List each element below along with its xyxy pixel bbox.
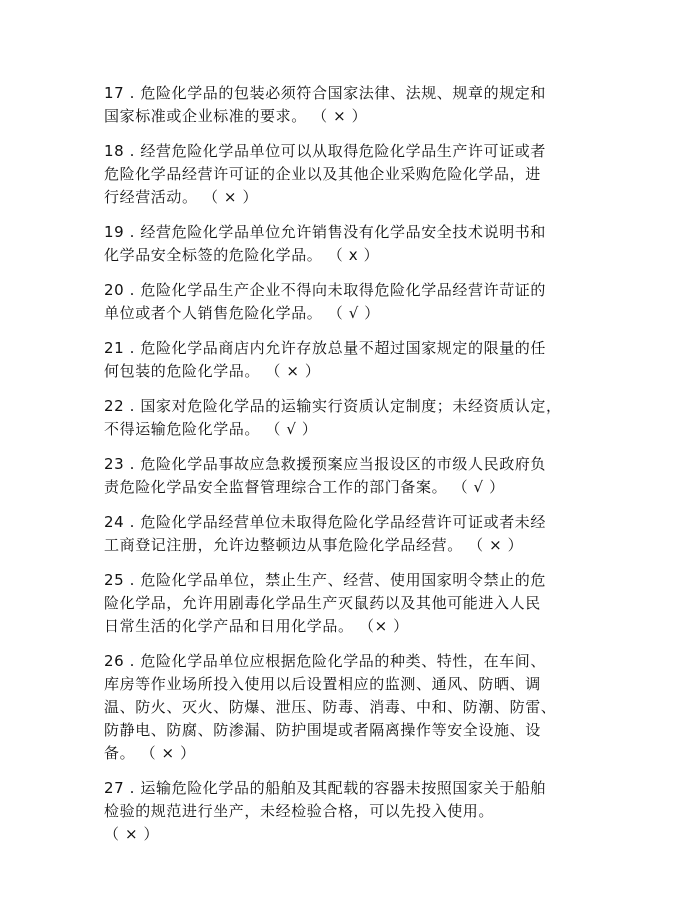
question-text-line: 化学品安全标签的危险化学品。 （ x ） [104, 246, 380, 264]
question-23 [104, 453, 604, 499]
question-text-line: 不得运输危险化学品。 （ √ ） [104, 420, 318, 438]
question-27 [104, 777, 604, 846]
question-26 [104, 650, 604, 765]
question-text-line: 26 . 危险化学品单位应根据危险化学品的种类、特性，在车间、 [104, 652, 546, 670]
question-text-line: 单位或者个人销售危险化学品。 （ √ ） [104, 304, 380, 322]
question-text-line: 检验的规范进行坐产，未经检验合格，可以先投入使用。 [104, 802, 495, 820]
question-21 [104, 337, 604, 383]
question-18 [104, 140, 604, 209]
question-text-line: 20 . 危险化学品生产企业不得向未取得危险化学品经营许苛证的 [104, 281, 546, 299]
question-text-line: 17 . 危险化学品的包装必须符合国家法律、法规、规章的规定和 [104, 84, 546, 102]
question-text-line: 23 . 危险化学品事故应急救援预案应当报设区的市级人民政府负 [104, 455, 546, 473]
question-25 [104, 569, 604, 638]
document-page [104, 82, 604, 858]
question-text-line: 库房等作业场所投入使用以后设置相应的监测、通风、防晒、调 [104, 675, 541, 693]
question-text-line: （ × ） [104, 825, 160, 843]
question-22 [104, 395, 604, 441]
question-text-line: 24 . 危险化学品经营单位未取得危险化学品经营许可证或者未经 [104, 513, 546, 531]
question-text-line: 25 . 危险化学品单位，禁止生产、经营、使用国家明令禁止的危 [104, 571, 546, 589]
question-text-line: 何包装的危险化学品。 （ × ） [104, 362, 321, 380]
question-text-line: 行经营活动。 （ × ） [104, 188, 259, 206]
question-text-line: 国家标准或企业标准的要求。 （ × ） [104, 107, 368, 125]
question-24 [104, 511, 604, 557]
question-text-line: 备。 （ × ） [104, 744, 196, 762]
question-20 [104, 279, 604, 325]
question-text-line: 险化学品，允许用剧毒化学品生产灭鼠药以及其他可能进入人民 [104, 594, 541, 612]
question-text-line: 21 . 危险化学品商店内允许存放总量不超过国家规定的限量的任 [104, 339, 546, 357]
question-text-line: 危险化学品经营许可证的企业以及其他企业采购危险化学品，进 [104, 165, 541, 183]
question-text-line: 责危险化学品安全监督管理综合工作的部门备案。 （ √ ） [104, 478, 505, 496]
question-19 [104, 221, 604, 267]
question-text-line: 27 . 运输危险化学品的船舶及其配载的容器未按照国家关于船舶 [104, 779, 546, 797]
question-text-line: 日常生活的化学产品和日用化学品。 （× ） [104, 617, 409, 635]
question-17 [104, 82, 604, 128]
question-text-line: 22 . 国家对危险化学品的运输实行资质认定制度；未经资质认定， [104, 397, 562, 415]
question-text-line: 19 . 经营危险化学品单位允许销售没有化学品安全技术说明书和 [104, 223, 546, 241]
question-text-line: 18 . 经营危险化学品单位可以从取得危险化学品生产许可证或者 [104, 142, 546, 160]
question-text-line: 温、防火、灭火、防爆、泄压、防毒、消毒、中和、防潮、防雷、 [104, 698, 557, 716]
question-text-line: 工商登记注册，允许边整顿边从事危险化学品经营。 （ × ） [104, 536, 524, 554]
question-text-line: 防静电、防腐、防渗漏、防护围堤或者隔离操作等安全设施、设 [104, 721, 541, 739]
